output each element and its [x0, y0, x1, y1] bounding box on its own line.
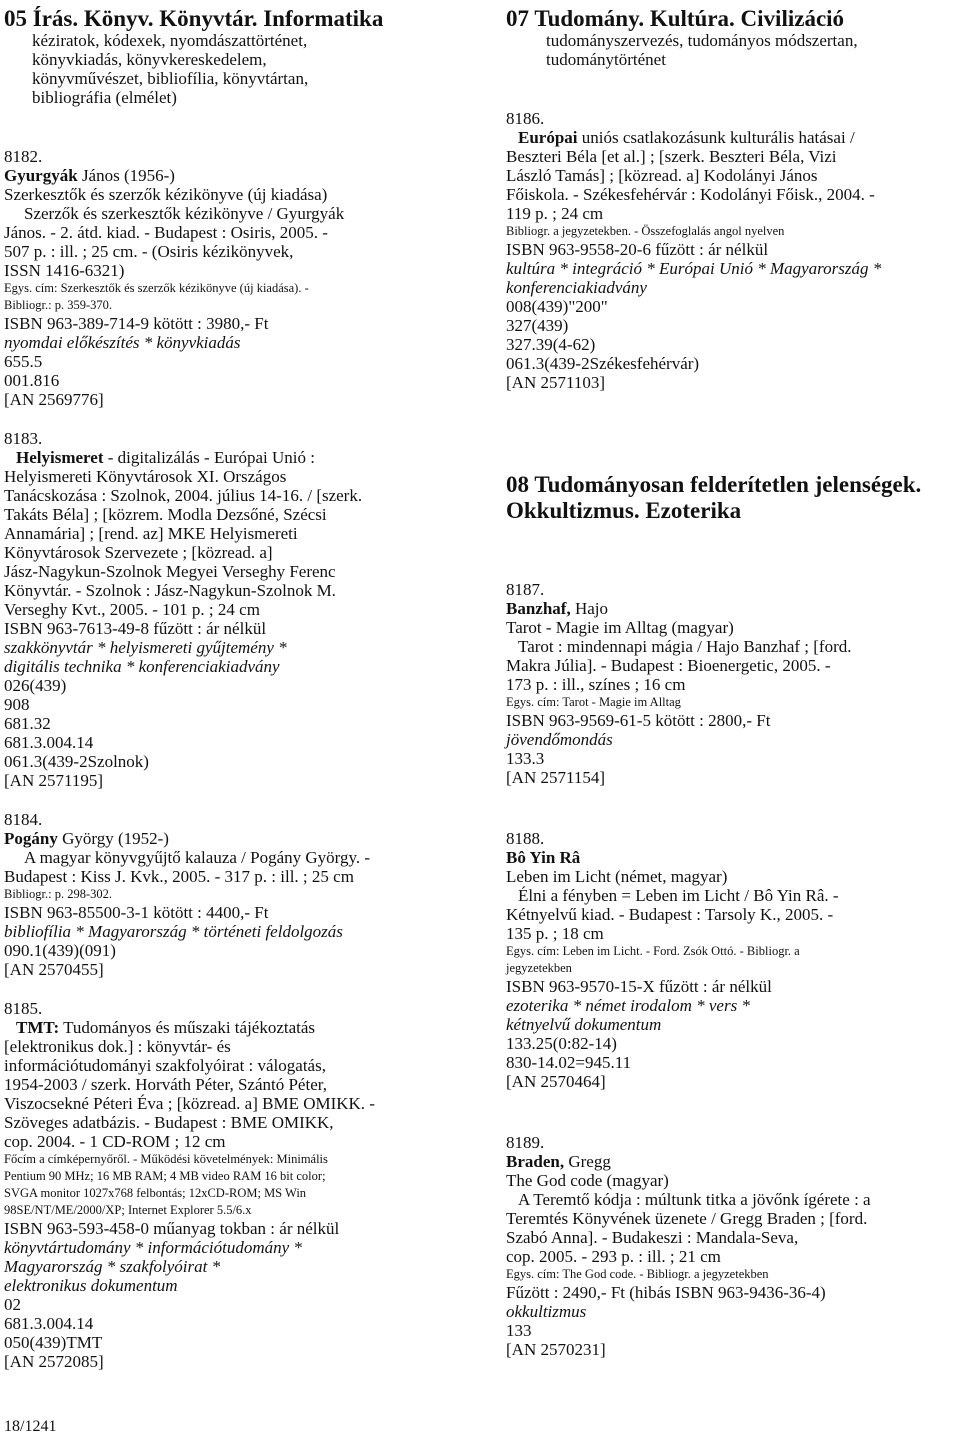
record-isbn: ISBN 963-9558-20-6 fűzött : ár nélkül [506, 240, 769, 259]
record-id: [AN 2570455] [4, 960, 104, 979]
record-isbn: ISBN 963-389-714-9 kötött : 3980,- Ft [4, 314, 269, 333]
record-code: 908 [4, 695, 30, 714]
record-line: A Teremtő kódja : múltunk titka a jövőnk ígérete : a [518, 1190, 871, 1209]
record-id: [AN 2571103] [506, 373, 605, 392]
record-code: 02 [4, 1295, 21, 1314]
section-subtitle: kéziratok, kódexek, nyomdászattörténet, könyvkiadás, könyvkereskedelem, könyvművészet, bibliofília, könyvtártan, bibliográfia (elmélet) [32, 31, 309, 107]
record-id: [AN 2571154] [506, 768, 605, 787]
record-line: cop. 2005. - 293 p. : ill. ; 21 cm [506, 1247, 721, 1266]
record-line: Viszocsekné Péteri Éva ; [közread. a] BME OMIKK. - [4, 1094, 375, 1113]
record-note: Főcím a címképernyőről. - Működési követelmények: Minimális [4, 1152, 328, 1166]
record-number: 8183. [4, 429, 43, 448]
record-isbn: Fűzött : 2490,- Ft (hibás ISBN 963-9436-36-4) [506, 1283, 826, 1302]
section-subtitle: tudományszervezés, tudományos módszertan, tudománytörténet [546, 31, 858, 69]
record-8183 [4, 429, 474, 790]
record-heading: Bô Yin Râ [506, 848, 581, 867]
record-line: Makra Júlia]. - Budapest : Bioenergetic, 2005. - [506, 656, 831, 675]
record-code: 133 [506, 1321, 532, 1340]
record-line: Szerzők és szerkesztők kézikönyve / Gyurgyák [24, 204, 345, 223]
record-heading: Banzhaf, Hajo [506, 599, 609, 618]
record-line: Szabó Anna]. - Budakeszi : Mandala-Seva, [506, 1228, 799, 1247]
record-note: Bibliogr.: p. 298-302. [4, 887, 112, 901]
record-note: Bibliogr.: p. 359-370. [4, 298, 112, 312]
record-heading: Pogány György (1952-) [4, 829, 169, 848]
record-subjects: nyomdai előkészítés * könyvkiadás [4, 333, 241, 352]
record-code: 061.3(439-2Szolnok) [4, 752, 149, 771]
record-code: 050(439)TMT [4, 1333, 103, 1352]
record-heading: Helyismeret - digitalizálás - Európai Unió : [16, 448, 315, 467]
record-line: Tarot - Magie im Alltag (magyar) [506, 618, 734, 637]
record-heading: Gyurgyák János (1956-) [4, 166, 175, 185]
record-line: Verseghy Kvt., 2005. - 101 p. ; 24 cm [4, 600, 260, 619]
record-line: The God code (magyar) [506, 1171, 669, 1190]
record-subjects: Magyarország * szakfolyóirat * [4, 1257, 221, 1276]
record-line: információtudományi szakfolyóirat : válogatás, [4, 1056, 326, 1075]
record-number: 8185. [4, 999, 43, 1018]
record-line: cop. 2004. - 1 CD-ROM ; 12 cm [4, 1132, 226, 1151]
record-line: Takáts Béla] ; [közrem. Modla Dezsőné, Szécsi [4, 505, 327, 524]
record-line: Szöveges adatbázis. - Budapest : BME OMIKK, [4, 1113, 334, 1132]
record-line: Tarot : mindennapi mágia / Hajo Banzhaf ; [ford. [518, 637, 852, 656]
left-column [4, 6, 474, 1371]
page-number: 18/1241 [4, 1418, 57, 1435]
record-subjects: szakkönyvtár * helyismereti gyűjtemény * [4, 638, 287, 657]
record-line: Teremtés Könyvének üzenete / Gregg Braden ; [ford. [506, 1209, 868, 1228]
record-subjects: elektronikus dokumentum [4, 1276, 178, 1295]
record-isbn: ISBN 963-9570-15-X fűzött : ár nélkül [506, 977, 772, 996]
record-line: Könyvtárosok Szervezete ; [közread. a] [4, 543, 273, 562]
record-id: [AN 2570464] [506, 1072, 606, 1091]
record-line: [elektronikus dok.] : könyvtár- és [4, 1037, 231, 1056]
record-code: 133.3 [506, 749, 545, 768]
record-line: Budapest : Kiss J. Kvk., 2005. - 317 p. : ill. ; 25 cm [4, 867, 354, 886]
record-id: [AN 2571195] [4, 771, 103, 790]
record-isbn: ISBN 963-85500-3-1 kötött : 4400,- Ft [4, 903, 269, 922]
record-line: 135 p. ; 18 cm [506, 924, 604, 943]
record-line: A magyar könyvgyűjtő kalauza / Pogány György. - [24, 848, 371, 867]
record-8188 [506, 829, 956, 1091]
record-note: Bibliogr. a jegyzetekben. - Összefoglalás angol nyelven [506, 224, 785, 238]
record-8187 [506, 580, 956, 787]
record-code: 090.1(439)(091) [4, 941, 116, 960]
record-note: 98SE/NT/ME/2000/XP; Internet Explorer 5.5/6.x [4, 1203, 252, 1217]
record-line: Szerkesztők és szerzők kézikönyve (új kiadása) [4, 185, 328, 204]
record-line: Annamária] ; [rend. az] MKE Helyismereti [4, 524, 298, 543]
record-line: Leben im Licht (német, magyar) [506, 867, 728, 886]
record-line: János. - 2. átd. kiad. - Budapest : Osiris, 2005. - [4, 223, 328, 242]
record-subjects: konferenciakiadvány [506, 278, 647, 297]
record-subjects: okkultizmus [506, 1302, 587, 1321]
record-line: Beszteri Béla [et al.] ; [szerk. Beszteri Béla, Vizi [506, 147, 837, 166]
record-isbn: ISBN 963-9569-61-5 kötött : 2800,- Ft [506, 711, 771, 730]
record-subjects: digitális technika * konferenciakiadvány [4, 657, 280, 676]
record-note: Egys. cím: Szerkesztők és szerzők kézikönyve (új kiadása). - [4, 281, 309, 295]
record-line: 507 p. : ill. ; 25 cm. - (Osiris kézikönyvek, [4, 242, 294, 261]
record-line: 173 p. : ill., színes ; 16 cm [506, 675, 686, 694]
record-note: Egys. cím: The God code. - Bibliogr. a jegyzetekben [506, 1267, 769, 1281]
record-line: Kétnyelvű kiad. - Budapest : Tarsoly K., 2005. - [506, 905, 834, 924]
record-code: 681.32 [4, 714, 51, 733]
record-line: Élni a fényben = Leben im Licht / Bô Yin Râ. - [518, 886, 839, 905]
record-code: 681.3.004.14 [4, 733, 94, 752]
record-id: [AN 2572085] [4, 1352, 104, 1371]
section-07-heading [506, 6, 956, 69]
record-note: SVGA monitor 1027x768 felbontás; 12xCD-ROM; MS Win [4, 1186, 307, 1200]
record-code: 830-14.02=945.11 [506, 1053, 632, 1072]
record-note: Egys. cím: Leben im Licht. - Ford. Zsók Ottó. - Bibliogr. a [506, 944, 800, 958]
record-line: László Tamás] ; [közread. a] Kodolányi János [506, 166, 818, 185]
record-heading: Európai uniós csatlakozásunk kulturális hatásai / [518, 128, 855, 147]
record-code: 327(439) [506, 316, 569, 335]
record-id: [AN 2569776] [4, 390, 104, 409]
record-heading: Braden, Gregg [506, 1152, 611, 1171]
record-number: 8187. [506, 580, 545, 599]
record-line: ISSN 1416-6321) [4, 261, 125, 280]
record-number: 8184. [4, 810, 43, 829]
record-subjects: ezoterika * német irodalom * vers * [506, 996, 750, 1015]
section-05-heading [4, 6, 474, 107]
record-code: 681.3.004.14 [4, 1314, 94, 1333]
record-code: 001.816 [4, 371, 60, 390]
record-line: Tanácskozása : Szolnok, 2004. július 14-16. / [szerk. [4, 486, 363, 505]
record-code: 026(439) [4, 676, 67, 695]
right-column [506, 6, 956, 1359]
record-line: Jász-Nagykun-Szolnok Megyei Verseghy Ferenc [4, 562, 336, 581]
record-line: Főiskola. - Székesfehérvár : Kodolányi Főisk., 2004. - [506, 185, 875, 204]
record-8185 [4, 999, 474, 1371]
record-isbn: ISBN 963-7613-49-8 fűzött : ár nélkül [4, 619, 267, 638]
record-code: 061.3(439-2Székesfehérvár) [506, 354, 700, 373]
record-subjects: kétnyelvű dokumentum [506, 1015, 662, 1034]
record-number: 8188. [506, 829, 545, 848]
record-note: jegyzetekben [506, 961, 572, 975]
section-title: 08 Tudományosan felderítetlen jelenségek. [506, 472, 922, 497]
record-note: Egys. cím: Tarot - Magie im Alltag [506, 695, 681, 709]
record-code: 655.5 [4, 352, 43, 371]
section-title: 07 Tudomány. Kultúra. Civilizáció [506, 6, 845, 31]
record-number: 8189. [506, 1133, 545, 1152]
record-number: 8182. [4, 147, 43, 166]
record-line: Helyismereti Könyvtárosok XI. Országos [4, 467, 287, 486]
record-8182 [4, 147, 474, 409]
record-subjects: bibliofília * Magyarország * történeti feldolgozás [4, 922, 343, 941]
record-isbn: ISBN 963-593-458-0 műanyag tokban : ár nélkül [4, 1219, 340, 1238]
section-title: Okkultizmus. Ezoterika [506, 498, 742, 523]
record-code: 133.25(0:82-14) [506, 1034, 617, 1053]
record-8184 [4, 810, 474, 979]
record-subjects: jövendőmondás [506, 730, 613, 749]
record-line: 1954-2003 / szerk. Horváth Péter, Szántó Péter, [4, 1075, 327, 1094]
record-note: Pentium 90 MHz; 16 MB RAM; 4 MB video RAM 16 bit color; [4, 1169, 326, 1183]
record-subjects: könyvtártudomány * információtudomány * [4, 1238, 302, 1257]
record-subjects: kultúra * integráció * Európai Unió * Magyarország * [506, 259, 882, 278]
record-heading: TMT: Tudományos és műszaki tájékoztatás [16, 1018, 316, 1037]
record-8186 [506, 109, 956, 392]
record-line: 119 p. ; 24 cm [506, 204, 604, 223]
record-code: 008(439)"200" [506, 297, 608, 316]
record-code: 327.39(4-62) [506, 335, 596, 354]
section-08-heading [506, 472, 956, 524]
record-id: [AN 2570231] [506, 1340, 606, 1359]
record-number: 8186. [506, 109, 545, 128]
record-line: Könyvtár. - Szolnok : Jász-Nagykun-Szolnok M. [4, 581, 336, 600]
section-title: 05 Írás. Könyv. Könyvtár. Informatika [4, 6, 384, 31]
record-8189 [506, 1133, 956, 1359]
